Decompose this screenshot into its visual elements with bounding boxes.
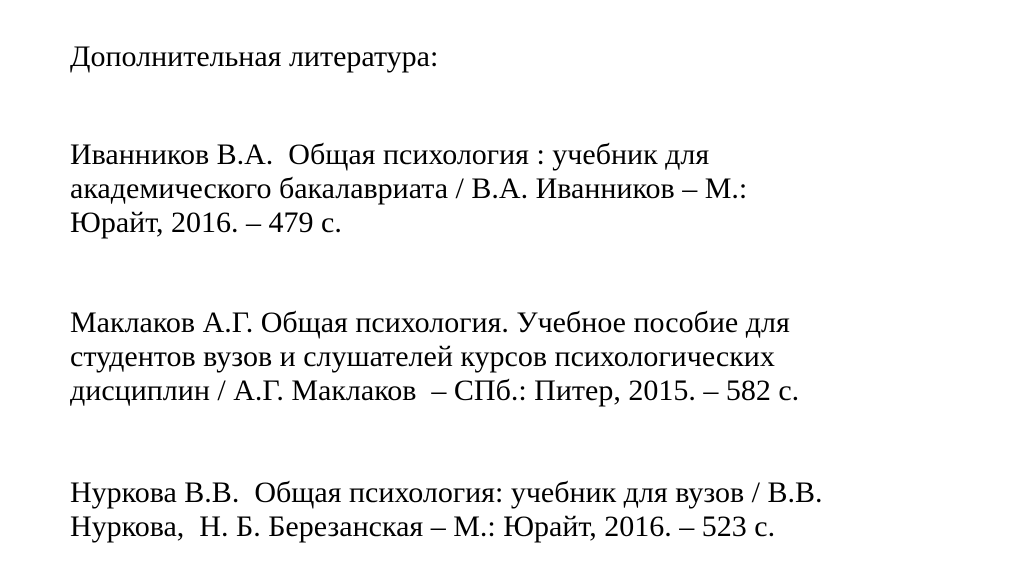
entry-line: студентов вузов и слушателей курсов психологических (70, 340, 775, 373)
entry-line: дисциплин / А.Г. Маклаков – СПб.: Питер, 2015. – 582 с. (70, 374, 800, 407)
bibliography-entry (70, 306, 970, 408)
entry-line: Нуркова В.В. Общая психология: учебник для вузов / В.В. (70, 476, 823, 509)
entry-line: Иванников В.А. Общая психология : учебник для (70, 138, 710, 171)
section-heading: Дополнительная литература: (70, 40, 439, 73)
entry-line: Юрайт, 2016. – 479 с. (70, 206, 342, 239)
bibliography-entry (70, 476, 970, 544)
entry-line: Маклаков А.Г. Общая психология. Учебное пособие для (70, 306, 790, 339)
entry-line: Нуркова, Н. Б. Березанская – М.: Юрайт, 2016. – 523 с. (70, 510, 776, 543)
entry-line: академического бакалавриата / В.А. Иванников – М.: (70, 172, 748, 205)
bibliography-entry (70, 138, 970, 240)
